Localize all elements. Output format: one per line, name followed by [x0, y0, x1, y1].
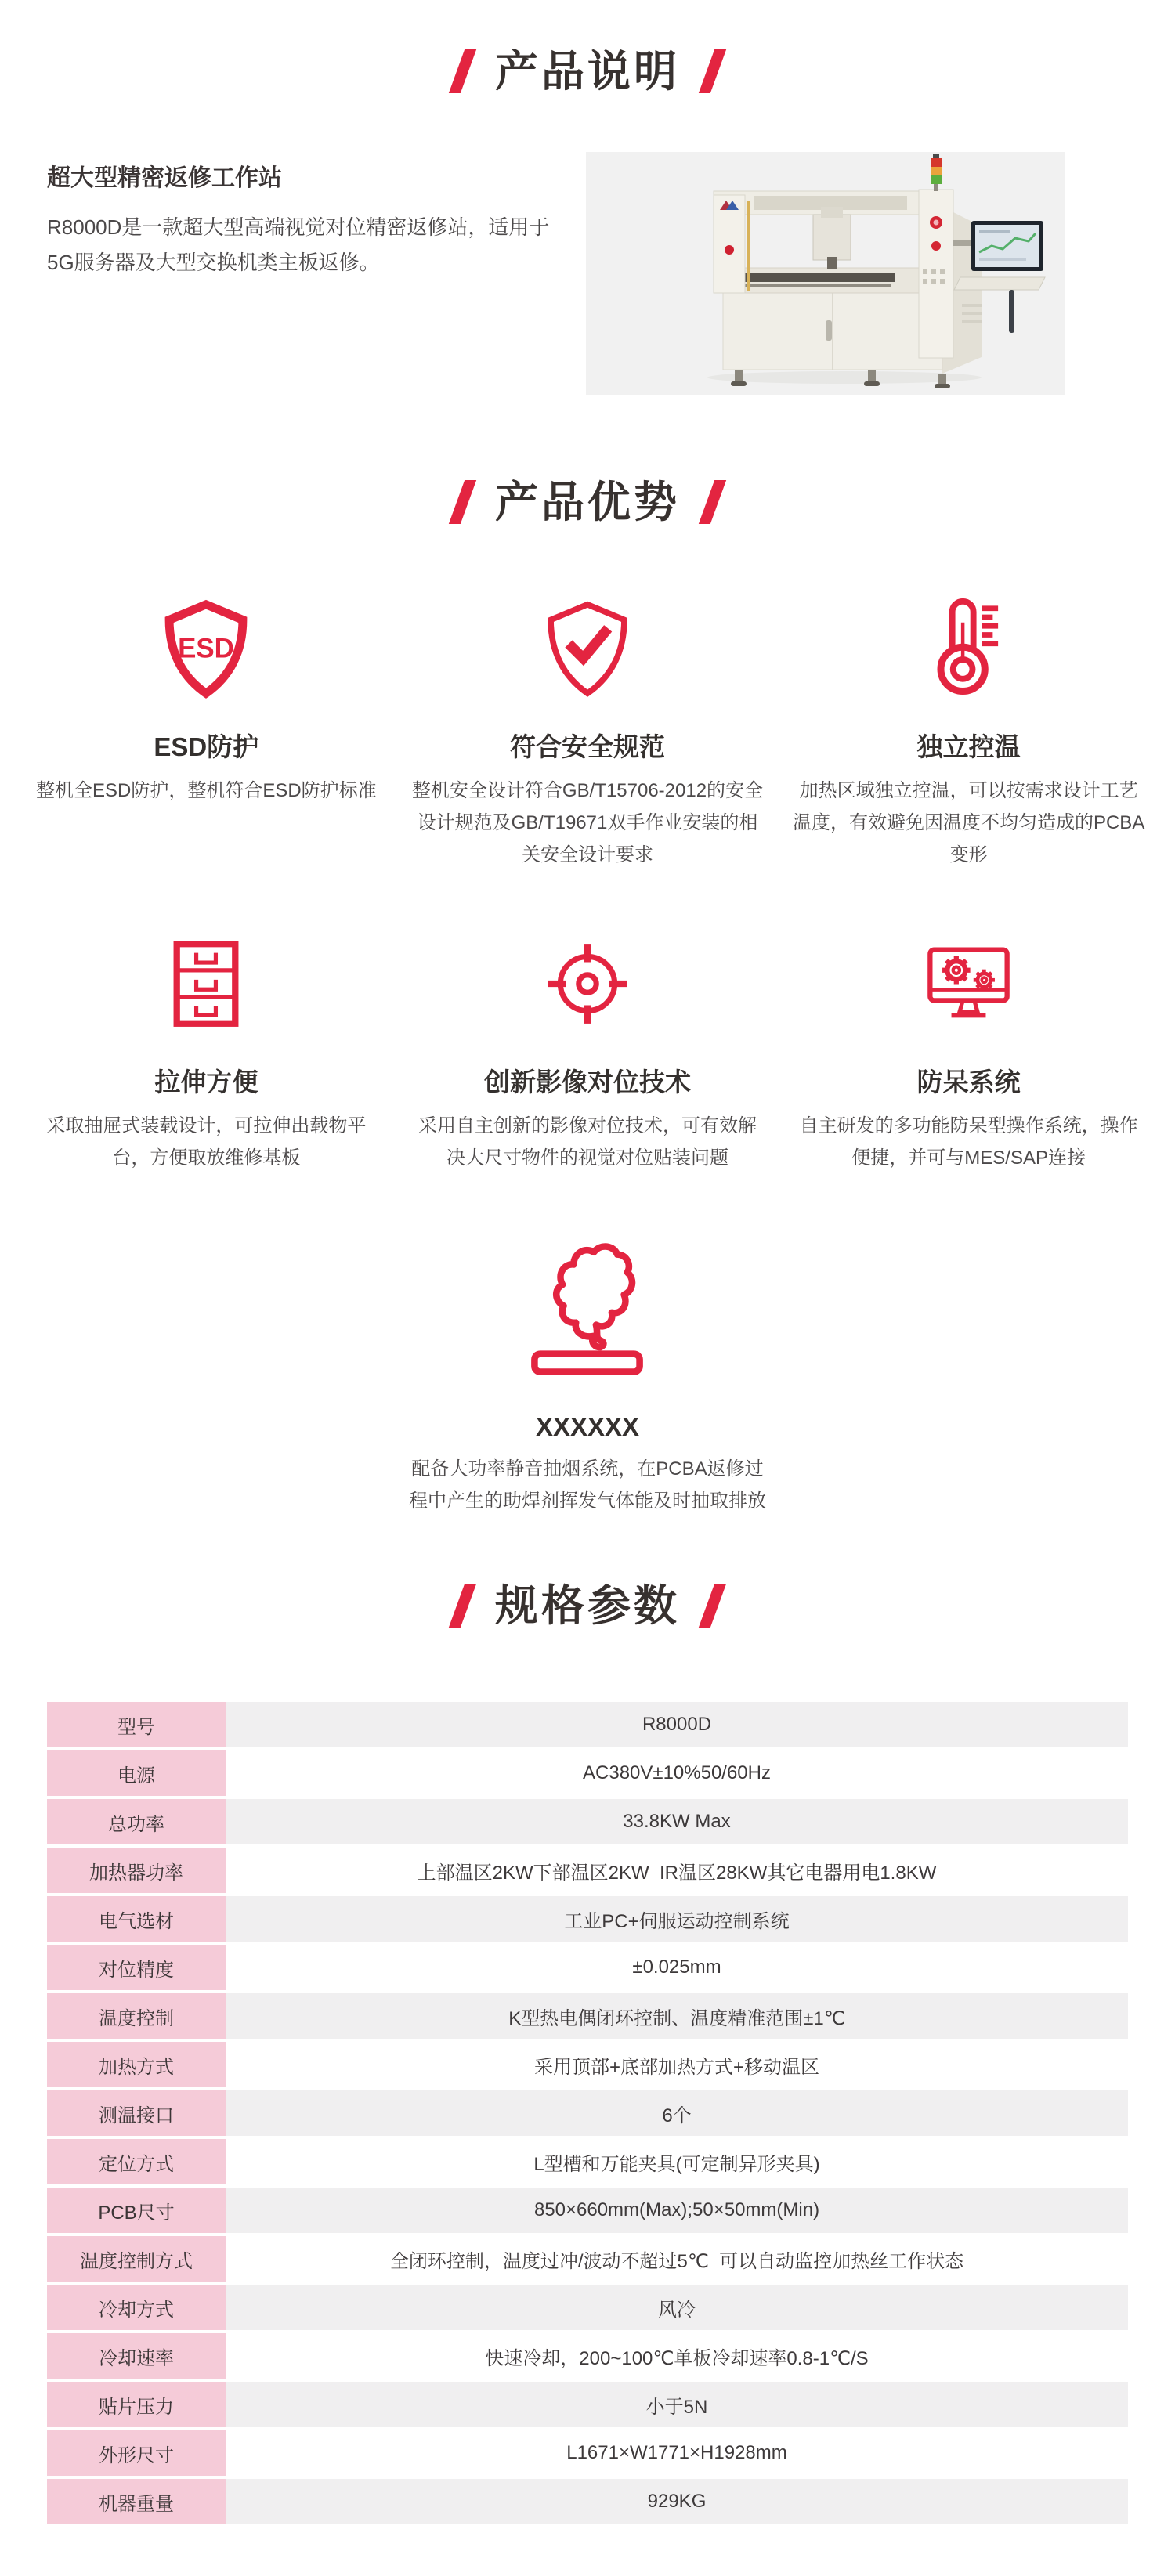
crosshair-target-icon: [544, 940, 631, 1028]
rework-machine-illustration: [586, 152, 1065, 395]
table-row: [47, 1993, 1128, 2039]
spec-label: 贴片压力: [47, 2382, 226, 2427]
table-row: [47, 2430, 1128, 2476]
spec-value: K型热电偶闭环控制、温度精准范围±1℃: [226, 1993, 1128, 2039]
table-row: [47, 2479, 1128, 2524]
feature-title: XXXXXX: [535, 1412, 640, 1441]
spec-value: 全闭环控制，温度过冲/波动不超过5℃ 可以自动监控加热丝工作状态: [226, 2236, 1128, 2282]
description-row: [47, 152, 1065, 395]
feature-foolproof-system: [778, 929, 1159, 1174]
feature-description: 采取抽屉式装载设计，可拉伸出载物平台，方便取放维修基板: [46, 1115, 367, 1169]
spec-label: 加热器功率: [47, 1848, 226, 1893]
drawer-cabinet-icon: [165, 939, 247, 1028]
thermometer-icon: [920, 596, 1018, 702]
spec-label: 对位精度: [47, 1945, 226, 1990]
feature-title: 防呆系统: [916, 1068, 1021, 1097]
spec-label: 温度控制: [47, 1993, 226, 2039]
red-slash-right-icon: [699, 1584, 726, 1628]
feature-description: 加热区域独立控温，可以按需求设计工艺温度，有效避免因温度不均匀造成的PCBA变形: [792, 780, 1145, 865]
feature-description: 自主研发的多功能防呆型操作系统，操作便捷，并可与MES/SAP连接: [799, 1115, 1138, 1169]
table-row: [47, 1750, 1128, 1796]
feature-description: 整机安全设计符合GB/T15706-2012的安全设计规范及GB/T19671双手作业安装的相关安全设计要求: [411, 780, 764, 865]
feature-title: 独立控温: [916, 732, 1021, 761]
section-title: 产品优势: [494, 478, 680, 526]
table-row: [47, 2139, 1128, 2184]
table-row: [47, 2188, 1128, 2233]
feature-title: 符合安全规范: [509, 732, 665, 761]
spec-label: PCB尺寸: [47, 2188, 226, 2233]
spec-label: 电源: [47, 1750, 226, 1796]
spec-value: 33.8KW Max: [226, 1799, 1128, 1844]
spec-label: 加热方式: [47, 2042, 226, 2087]
spec-table: [47, 1702, 1128, 2524]
feature-description: 整机全ESD防护，整机符合ESD防护标准: [35, 780, 377, 801]
table-row: [47, 2333, 1128, 2379]
spec-value: R8000D: [226, 1702, 1128, 1747]
safety-shield-check-icon: [540, 598, 634, 700]
table-row: [47, 1702, 1128, 1747]
spec-label: 总功率: [47, 1799, 226, 1844]
spec-value: 小于5N: [226, 2382, 1128, 2427]
esd-shield-icon: [159, 598, 253, 700]
smoke-extraction-icon: [526, 1237, 649, 1383]
product-image: [586, 152, 1065, 395]
feature-temperature: [778, 594, 1159, 871]
spec-label: 冷却速率: [47, 2333, 226, 2379]
feature-safety: [397, 594, 779, 871]
feature-description: 采用自主创新的影像对位技术，可有效解决大尺寸物件的视觉对位贴装问题: [418, 1115, 757, 1169]
red-slash-right-icon: [699, 480, 726, 524]
section-title: 产品说明: [494, 47, 680, 96]
spec-label: 型号: [47, 1702, 226, 1747]
spec-value: 6个: [226, 2090, 1128, 2136]
red-slash-left-icon: [449, 49, 476, 93]
feature-drawer: [16, 929, 397, 1174]
section-product-description: [0, 0, 1175, 395]
spec-value: L型槽和万能夹具(可定制异形夹具): [226, 2139, 1128, 2184]
features-grid: [16, 594, 1159, 1517]
feature-description: 配备大功率静音抽烟系统，在PCBA返修过程中产生的助焊剂挥发气体能及时抽取排放: [408, 1458, 766, 1512]
spec-label: 温度控制方式: [47, 2236, 226, 2282]
product-description-text: R8000D是一款超大型高端视觉对位精密返修站，适用于5G服务器及大型交换机类主板返修。: [47, 215, 550, 274]
spec-value: ±0.025mm: [226, 1945, 1128, 1990]
spec-label: 电气选材: [47, 1896, 226, 1942]
table-row: [47, 1945, 1128, 1990]
spec-label: 测温接口: [47, 2090, 226, 2136]
spec-value: 快速冷却，200~100℃单板冷却速率0.8-1℃/S: [226, 2333, 1128, 2379]
section-header-advantages: [0, 479, 1175, 525]
section-title: 规格参数: [494, 1581, 680, 1630]
spec-label: 外形尺寸: [47, 2430, 226, 2476]
spec-value: 采用顶部+底部加热方式+移动温区: [226, 2042, 1128, 2087]
red-slash-right-icon: [699, 49, 726, 93]
table-row: [47, 2382, 1128, 2427]
feature-esd: [16, 594, 397, 871]
section-product-advantages: [0, 479, 1175, 1517]
table-row: [47, 1848, 1128, 1893]
spec-value: L1671×W1771×H1928mm: [226, 2430, 1128, 2476]
feature-title: ESD防护: [154, 732, 259, 761]
feature-smoke-extraction: [368, 1232, 807, 1517]
spec-label: 定位方式: [47, 2139, 226, 2184]
spec-value: 工业PC+伺服运动控制系统: [226, 1896, 1128, 1942]
spec-label: 冷却方式: [47, 2285, 226, 2330]
monitor-gears-icon: [924, 943, 1014, 1025]
feature-title: 创新影像对位技术: [483, 1068, 691, 1097]
feature-vision-alignment: [397, 929, 779, 1174]
feature-title: 拉伸方便: [154, 1068, 258, 1097]
spec-label: 机器重量: [47, 2479, 226, 2524]
spec-value: AC380V±10%50/60Hz: [226, 1750, 1128, 1796]
red-slash-left-icon: [449, 1584, 476, 1628]
description-text-block: [47, 152, 564, 395]
table-row: [47, 2090, 1128, 2136]
table-row: [47, 1799, 1128, 1844]
section-header-description: [0, 0, 1175, 94]
red-slash-left-icon: [449, 480, 476, 524]
product-subtitle: 超大型精密返修工作站: [47, 165, 282, 191]
table-row: [47, 2285, 1128, 2330]
section-specifications: [0, 1583, 1175, 2524]
spec-value: 929KG: [226, 2479, 1128, 2524]
spec-value: 850×660mm(Max);50×50mm(Min): [226, 2188, 1128, 2233]
table-row: [47, 2042, 1128, 2087]
table-row: [47, 1896, 1128, 1942]
spec-value: 上部温区2KW下部温区2KW IR温区28KW其它电器用电1.8KW: [226, 1848, 1128, 1893]
section-header-specs: [0, 1583, 1175, 1628]
esd-icon-label: ESD: [178, 632, 235, 663]
table-row: [47, 2236, 1128, 2282]
spec-value: 风冷: [226, 2285, 1128, 2330]
